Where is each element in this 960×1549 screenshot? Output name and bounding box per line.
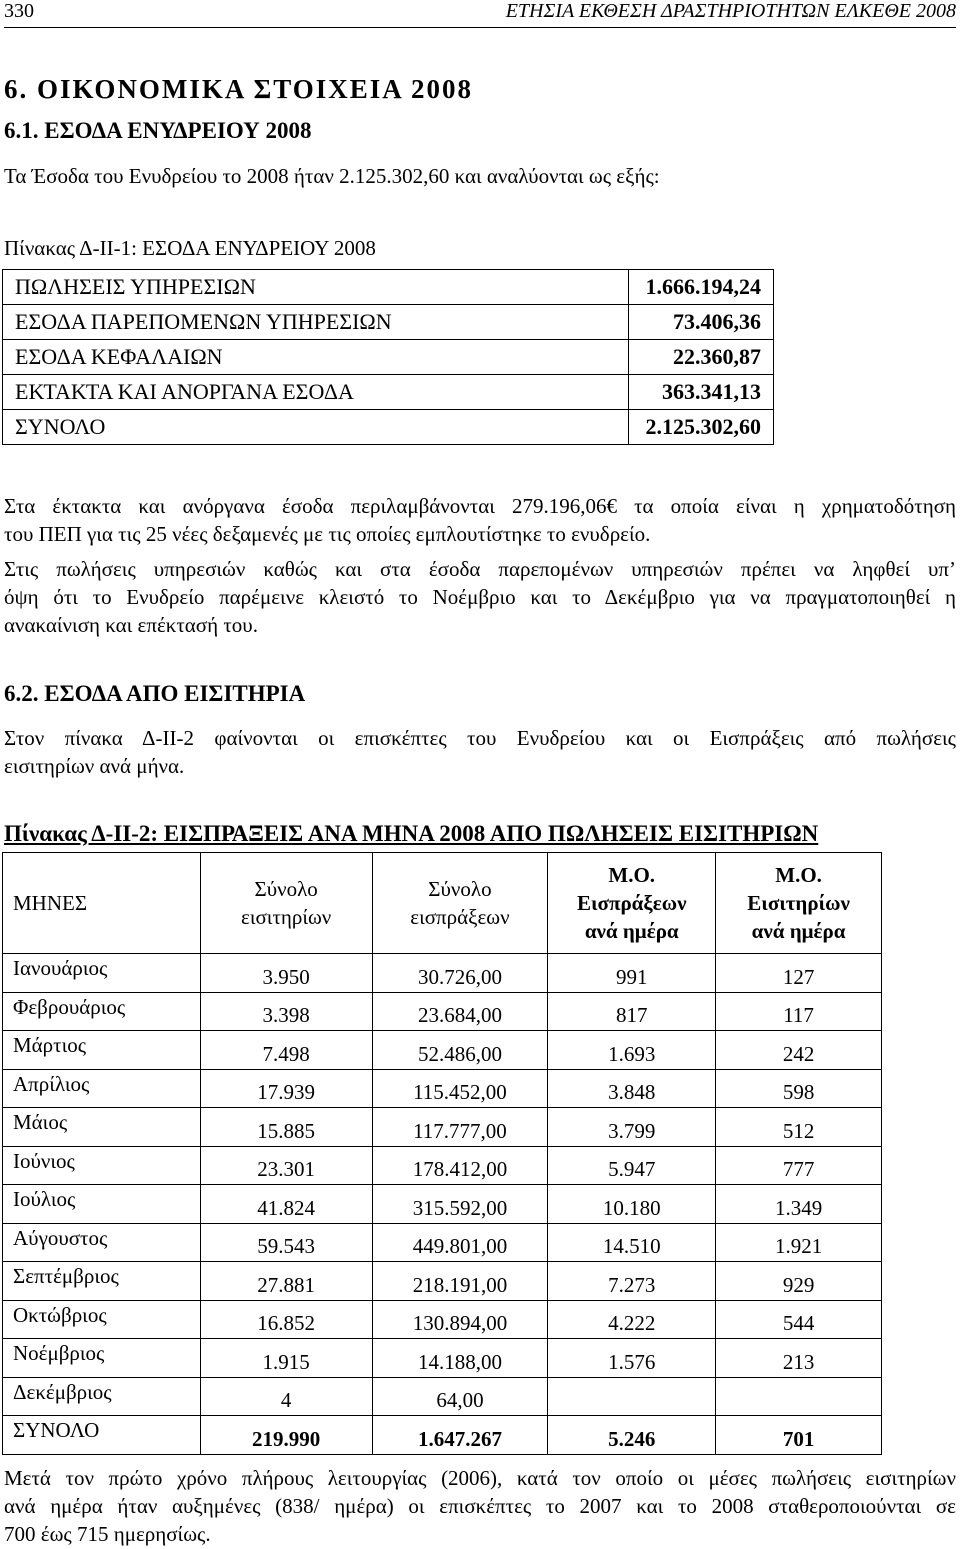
avg-receipts-cell: 3.799	[548, 1108, 716, 1147]
row-value: 1.666.194,24	[629, 270, 774, 305]
tickets-cell: 23.301	[200, 1146, 372, 1185]
month-cell: Σεπτέμβριος	[3, 1262, 201, 1301]
avg-tickets-cell: 127	[716, 954, 882, 993]
month-cell: Ιανουάριος	[3, 954, 201, 993]
tickets-cell: 3.398	[200, 992, 372, 1031]
table-row	[3, 1300, 882, 1339]
avg-receipts-cell: 5.947	[548, 1146, 716, 1185]
avg-tickets-cell: 701	[716, 1416, 882, 1455]
table-row	[3, 1262, 882, 1301]
month-cell: Ιούλιος	[3, 1185, 201, 1224]
avg-tickets-cell: 544	[716, 1300, 882, 1339]
avg-receipts-cell	[548, 1377, 716, 1416]
header-rule	[4, 27, 956, 28]
header-avg-receipts: Μ.Ο. Εισπράξεων ανά ημέρα	[548, 853, 716, 954]
receipts-cell: 115.452,00	[372, 1069, 548, 1108]
table-row-total	[3, 410, 774, 445]
avg-tickets-cell: 117	[716, 992, 882, 1031]
month-cell: Οκτώβριος	[3, 1300, 201, 1339]
receipts-cell: 117.777,00	[372, 1108, 548, 1147]
closing-line-2: ανά ημέρα ήταν αυξημένες (838/ ημέρα) οι επισκέπτες το 2007 και το 2008 σταθεροποιούνται σε	[4, 1494, 956, 1518]
section-title: 6. ΟΙΚΟΝΟΜΙΚΑ ΣΤΟΙΧΕΙΑ 2008	[4, 74, 474, 104]
table-row	[3, 1185, 882, 1224]
month-cell: Αύγουστος	[3, 1223, 201, 1262]
receipts-cell: 1.647.267	[372, 1416, 548, 1455]
table-row	[3, 992, 882, 1031]
subsection-title-1: 6.1. ΕΣΟΔΑ ΕΝΥΔΡΕΙΟΥ 2008	[4, 118, 312, 143]
header-months: ΜΗΝΕΣ	[3, 853, 201, 954]
table-row	[3, 1069, 882, 1108]
avg-receipts-cell: 1.576	[548, 1339, 716, 1378]
paragraph-2-line-2: όψη ότι το Ενυδρείο παρέμεινε κλειστό το Νοέμβριο και το Δεκέμβριο για να πραγματοποιηθεί η	[4, 585, 956, 609]
row-value: 22.360,87	[629, 340, 774, 375]
table1-caption: Πίνακας Δ-ΙΙ-1: ΕΣΟΔΑ ΕΝΥΔΡΕΙΟΥ 2008	[4, 236, 376, 260]
receipts-cell: 449.801,00	[372, 1223, 548, 1262]
tickets-cell: 15.885	[200, 1108, 372, 1147]
row-value: 73.406,36	[629, 305, 774, 340]
tickets-cell: 59.543	[200, 1223, 372, 1262]
table-row	[3, 1031, 882, 1070]
table2-caption: Πίνακας Δ-ΙΙ-2: ΕΙΣΠΡΑΞΕΙΣ ΑΝΑ ΜΗΝΑ 2008 ΑΠΟ ΠΩΛΗΣΕΙΣ ΕΙΣΙΤΗΡΙΩΝ	[4, 821, 819, 846]
avg-receipts-cell: 10.180	[548, 1185, 716, 1224]
month-cell: Απρίλιος	[3, 1069, 201, 1108]
receipts-cell: 315.592,00	[372, 1185, 548, 1224]
closing-line-1: Μετά τον πρώτο χρόνο πλήρους λειτουργίας (2006), κατά τον οποίο οι μέσες πωλήσεις εισιτηρίων	[4, 1466, 956, 1490]
avg-tickets-cell: 213	[716, 1339, 882, 1378]
avg-tickets-cell: 242	[716, 1031, 882, 1070]
row-label: ΠΩΛΗΣΕΙΣ ΥΠΗΡΕΣΙΩΝ	[3, 270, 629, 305]
avg-receipts-cell: 7.273	[548, 1262, 716, 1301]
intro-text: Τα Έσοδα του Ενυδρείου το 2008 ήταν 2.125.302,60 και αναλύονται ως εξής:	[4, 164, 660, 188]
row-label: ΕΚΤΑΚΤΑ ΚΑΙ ΑΝΟΡΓΑΝΑ ΕΣΟΔΑ	[3, 375, 629, 410]
tickets-cell: 1.915	[200, 1339, 372, 1378]
tickets-cell: 17.939	[200, 1069, 372, 1108]
avg-receipts-cell: 4.222	[548, 1300, 716, 1339]
avg-receipts-cell: 1.693	[548, 1031, 716, 1070]
tickets-cell: 41.824	[200, 1185, 372, 1224]
avg-tickets-cell: 512	[716, 1108, 882, 1147]
row-label: ΣΥΝΟΛΟ	[3, 410, 629, 445]
table-row	[3, 1339, 882, 1378]
table-row	[3, 1377, 882, 1416]
avg-tickets-cell: 1.921	[716, 1223, 882, 1262]
table-row-total	[3, 1416, 882, 1455]
table-row	[3, 1108, 882, 1147]
row-value: 2.125.302,60	[629, 410, 774, 445]
table-row	[3, 305, 774, 340]
table-row	[3, 270, 774, 305]
table-row	[3, 375, 774, 410]
header-total-tickets: Σύνολο εισιτηρίων	[200, 853, 372, 954]
page-number: 330	[4, 0, 34, 22]
month-cell: Μάιος	[3, 1108, 201, 1147]
paragraph-2-line-1: Στις πωλήσεις υπηρεσιών καθώς και στα έσοδα παρεπομένων υπηρεσιών πρέπει να ληφθεί υπ’	[4, 557, 956, 581]
avg-receipts-cell: 5.246	[548, 1416, 716, 1455]
avg-receipts-cell: 3.848	[548, 1069, 716, 1108]
month-cell: Φεβρουάριος	[3, 992, 201, 1031]
closing-line-3: 700 έως 715 ημερησίως.	[4, 1522, 211, 1546]
receipts-cell: 23.684,00	[372, 992, 548, 1031]
header-avg-tickets: Μ.Ο. Εισιτηρίων ανά ημέρα	[716, 853, 882, 954]
row-value: 363.341,13	[629, 375, 774, 410]
subsection-title-2: 6.2. ΕΣΟΔΑ ΑΠΟ ΕΙΣΙΤΗΡΙΑ	[4, 681, 306, 706]
avg-receipts-cell: 817	[548, 992, 716, 1031]
receipts-cell: 64,00	[372, 1377, 548, 1416]
receipts-cell: 52.486,00	[372, 1031, 548, 1070]
avg-receipts-cell: 991	[548, 954, 716, 993]
receipts-cell: 30.726,00	[372, 954, 548, 993]
table-row	[3, 1146, 882, 1185]
tickets-cell: 27.881	[200, 1262, 372, 1301]
avg-tickets-cell: 1.349	[716, 1185, 882, 1224]
report-title: ΕΤΗΣΙΑ ΕΚΘΕΣΗ ΔΡΑΣΤΗΡΙΟΤΗΤΩΝ ΕΛΚΕΘΕ 2008	[505, 0, 956, 22]
receipts-cell: 218.191,00	[372, 1262, 548, 1301]
avg-tickets-cell: 929	[716, 1262, 882, 1301]
avg-tickets-cell: 777	[716, 1146, 882, 1185]
row-label: ΕΣΟΔΑ ΚΕΦΑΛΑΙΩΝ	[3, 340, 629, 375]
tickets-cell: 4	[200, 1377, 372, 1416]
header-total-receipts: Σύνολο εισπράξεων	[372, 853, 548, 954]
receipts-cell: 178.412,00	[372, 1146, 548, 1185]
table-row	[3, 1223, 882, 1262]
tickets-cell: 16.852	[200, 1300, 372, 1339]
paragraph-2-line-3: ανακαίνιση και επέκτασή του.	[4, 613, 258, 637]
avg-tickets-cell	[716, 1377, 882, 1416]
revenue-table	[2, 269, 774, 445]
month-cell: ΣΥΝΟΛΟ	[3, 1416, 201, 1455]
receipts-cell: 14.188,00	[372, 1339, 548, 1378]
month-cell: Μάρτιος	[3, 1031, 201, 1070]
tickets-cell: 3.950	[200, 954, 372, 993]
section2-intro-line-2: εισιτηρίων ανά μήνα.	[4, 754, 185, 778]
monthly-receipts-table	[2, 852, 882, 1455]
row-label: ΕΣΟΔΑ ΠΑΡΕΠΟΜΕΝΩΝ ΥΠΗΡΕΣΙΩΝ	[3, 305, 629, 340]
month-cell: Ιούνιος	[3, 1146, 201, 1185]
paragraph-1-line-2: του ΠΕΠ για τις 25 νέες δεξαμενές με τις οποίες εμπλουτίστηκε το ενυδρείο.	[4, 522, 651, 546]
table-row	[3, 340, 774, 375]
avg-tickets-cell: 598	[716, 1069, 882, 1108]
tickets-cell: 7.498	[200, 1031, 372, 1070]
tickets-cell: 219.990	[200, 1416, 372, 1455]
section2-intro-line-1: Στον πίνακα Δ-ΙΙ-2 φαίνονται οι επισκέπτες του Ενυδρείου και οι Εισπράξεις από πωλήσεις	[4, 726, 956, 750]
table-header-row	[3, 853, 882, 954]
table-row	[3, 954, 882, 993]
month-cell: Δεκέμβριος	[3, 1377, 201, 1416]
month-cell: Νοέμβριος	[3, 1339, 201, 1378]
paragraph-1-line-1: Στα έκτακτα και ανόργανα έσοδα περιλαμβάνονται 279.196,06€ τα οποία είναι η χρηματοδότηση	[4, 494, 956, 518]
receipts-cell: 130.894,00	[372, 1300, 548, 1339]
avg-receipts-cell: 14.510	[548, 1223, 716, 1262]
